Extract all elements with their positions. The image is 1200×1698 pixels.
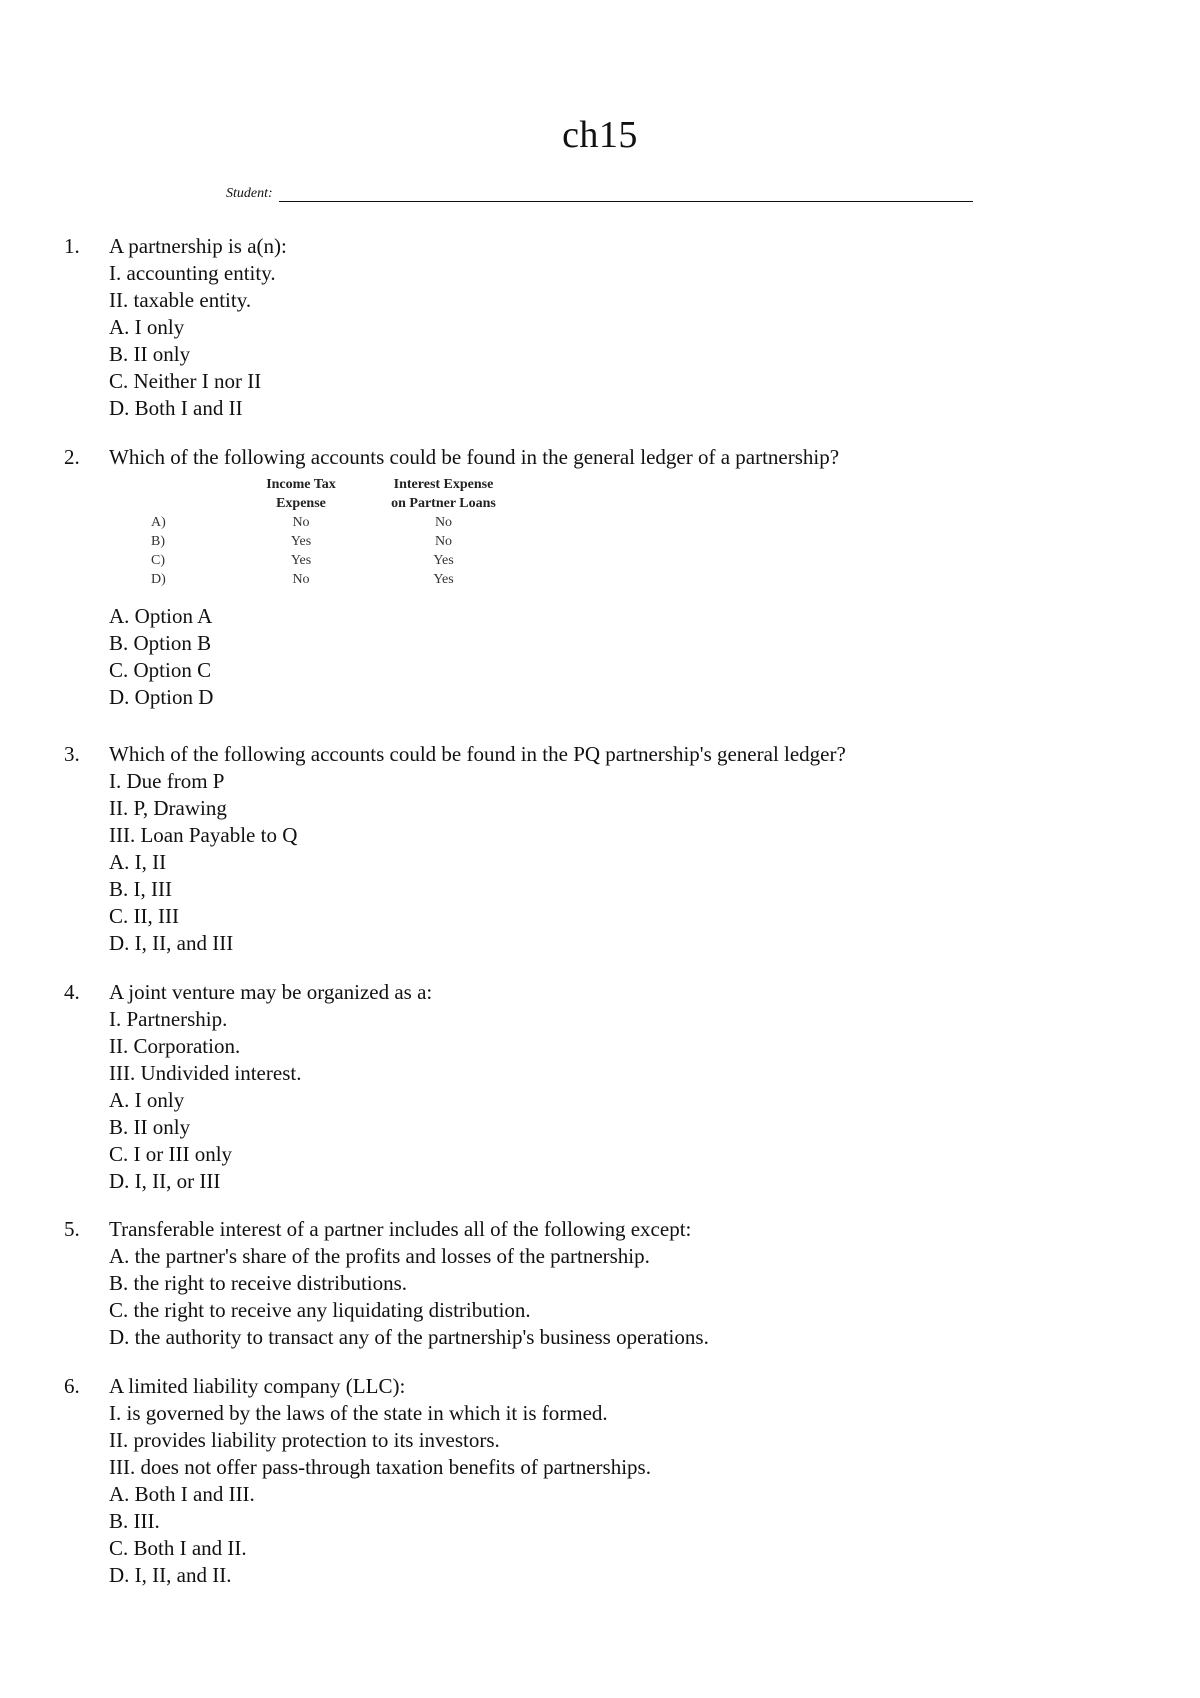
statement-2: II. taxable entity. <box>109 288 252 312</box>
question-number: 4. <box>64 980 80 1004</box>
choice-c: C. Both I and II. <box>109 1536 247 1560</box>
table-row <box>151 570 516 589</box>
question-number: 1. <box>64 234 80 258</box>
question-number: 5. <box>64 1217 80 1241</box>
choice-c: C. II, III <box>109 904 179 928</box>
choice-d: D. I, II, and II. <box>109 1563 232 1587</box>
statement-3: III. does not offer pass-through taxation benefits of partnerships. <box>109 1455 651 1479</box>
statement-3: III. Undivided interest. <box>109 1061 302 1085</box>
choice-b: B. III. <box>109 1509 160 1533</box>
statement-2: II. Corporation. <box>109 1034 241 1058</box>
choice-d: D. I, II, or III <box>109 1169 221 1193</box>
row-label: C) <box>151 553 165 568</box>
question-body <box>109 444 1154 711</box>
choice-a: A. I only <box>109 1088 185 1112</box>
choice-c: C. I or III only <box>109 1142 233 1166</box>
choice-d: D. Option D <box>109 685 214 709</box>
table-cell: Yes <box>290 534 312 549</box>
question-stem: Which of the following accounts could be found in the general ledger of a partnership? <box>109 445 840 469</box>
question-body <box>109 233 1154 422</box>
question-stem: Which of the following accounts could be found in the PQ partnership's general ledger? <box>109 742 846 766</box>
table-cell: No <box>434 515 453 530</box>
statement-3: III. Loan Payable to Q <box>109 823 298 847</box>
question-body <box>109 1216 1154 1351</box>
question-stem: Transferable interest of a partner includes all of the following except: <box>109 1217 692 1241</box>
student-name-blank[interactable] <box>279 187 973 202</box>
question-body <box>109 1373 1154 1589</box>
table-cell: Yes <box>433 553 454 568</box>
question-stem: A partnership is a(n): <box>109 234 287 258</box>
statement-1: I. Due from P <box>109 769 225 793</box>
table-cell: Yes <box>433 572 454 587</box>
statement-1: I. is governed by the laws of the state in which it is formed. <box>109 1401 608 1425</box>
question-number: 2. <box>64 445 80 469</box>
question-1 <box>64 233 1154 422</box>
choice-b: B. Option B <box>109 631 212 655</box>
page-title: ch15 <box>562 114 638 156</box>
student-label: Student: <box>226 186 273 201</box>
choice-a: A. I only <box>109 315 185 339</box>
header-income-tax-expense: Income Tax Expense <box>266 477 336 511</box>
choice-a: A. I, II <box>109 850 167 874</box>
choice-c: C. Option C <box>109 658 212 682</box>
question-4 <box>64 979 1154 1195</box>
table-row <box>151 551 516 570</box>
choice-a: A. the partner's share of the profits and losses of the partnership. <box>109 1244 650 1268</box>
question-body <box>109 979 1154 1195</box>
question-2 <box>64 444 1154 711</box>
choice-b: B. the right to receive distributions. <box>109 1271 408 1295</box>
table-cell: No <box>292 572 310 587</box>
table-cell: No <box>292 515 310 530</box>
row-label: B) <box>151 534 165 549</box>
options-table <box>151 475 516 589</box>
choice-b: B. I, III <box>109 877 172 901</box>
question-stem: A joint venture may be organized as a: <box>109 980 433 1004</box>
statement-2: II. provides liability protection to its investors. <box>109 1428 500 1452</box>
choice-a: A. Option A <box>109 604 213 628</box>
question-body <box>109 741 1154 957</box>
row-label: A) <box>151 515 166 530</box>
question-number: 3. <box>64 742 80 766</box>
table-cell: No <box>434 534 453 549</box>
choice-c: C. the right to receive any liquidating distribution. <box>109 1298 531 1322</box>
question-3 <box>64 741 1154 957</box>
statement-1: I. accounting entity. <box>109 261 276 285</box>
choice-b: B. II only <box>109 342 191 366</box>
row-label: D) <box>151 572 166 587</box>
question-number: 6. <box>64 1374 80 1398</box>
choice-d: D. I, II, and III <box>109 931 234 955</box>
question-stem: A limited liability company (LLC): <box>109 1374 406 1398</box>
question-5 <box>64 1216 1154 1351</box>
choice-d: D. the authority to transact any of the partnership's business operations. <box>109 1325 709 1349</box>
header-interest-expense: Interest Expense on Partner Loans <box>391 477 496 511</box>
statement-2: II. P, Drawing <box>109 796 227 820</box>
question-6 <box>64 1373 1154 1589</box>
choice-d: D. Both I and II <box>109 396 243 420</box>
student-name-row <box>226 186 973 202</box>
statement-1: I. Partnership. <box>109 1007 228 1031</box>
choice-c: C. Neither I nor II <box>109 369 262 393</box>
table-row <box>151 532 516 551</box>
choice-b: B. II only <box>109 1115 191 1139</box>
choice-a: A. Both I and III. <box>109 1482 255 1506</box>
table-cell: Yes <box>290 553 312 568</box>
table-row <box>151 513 516 532</box>
